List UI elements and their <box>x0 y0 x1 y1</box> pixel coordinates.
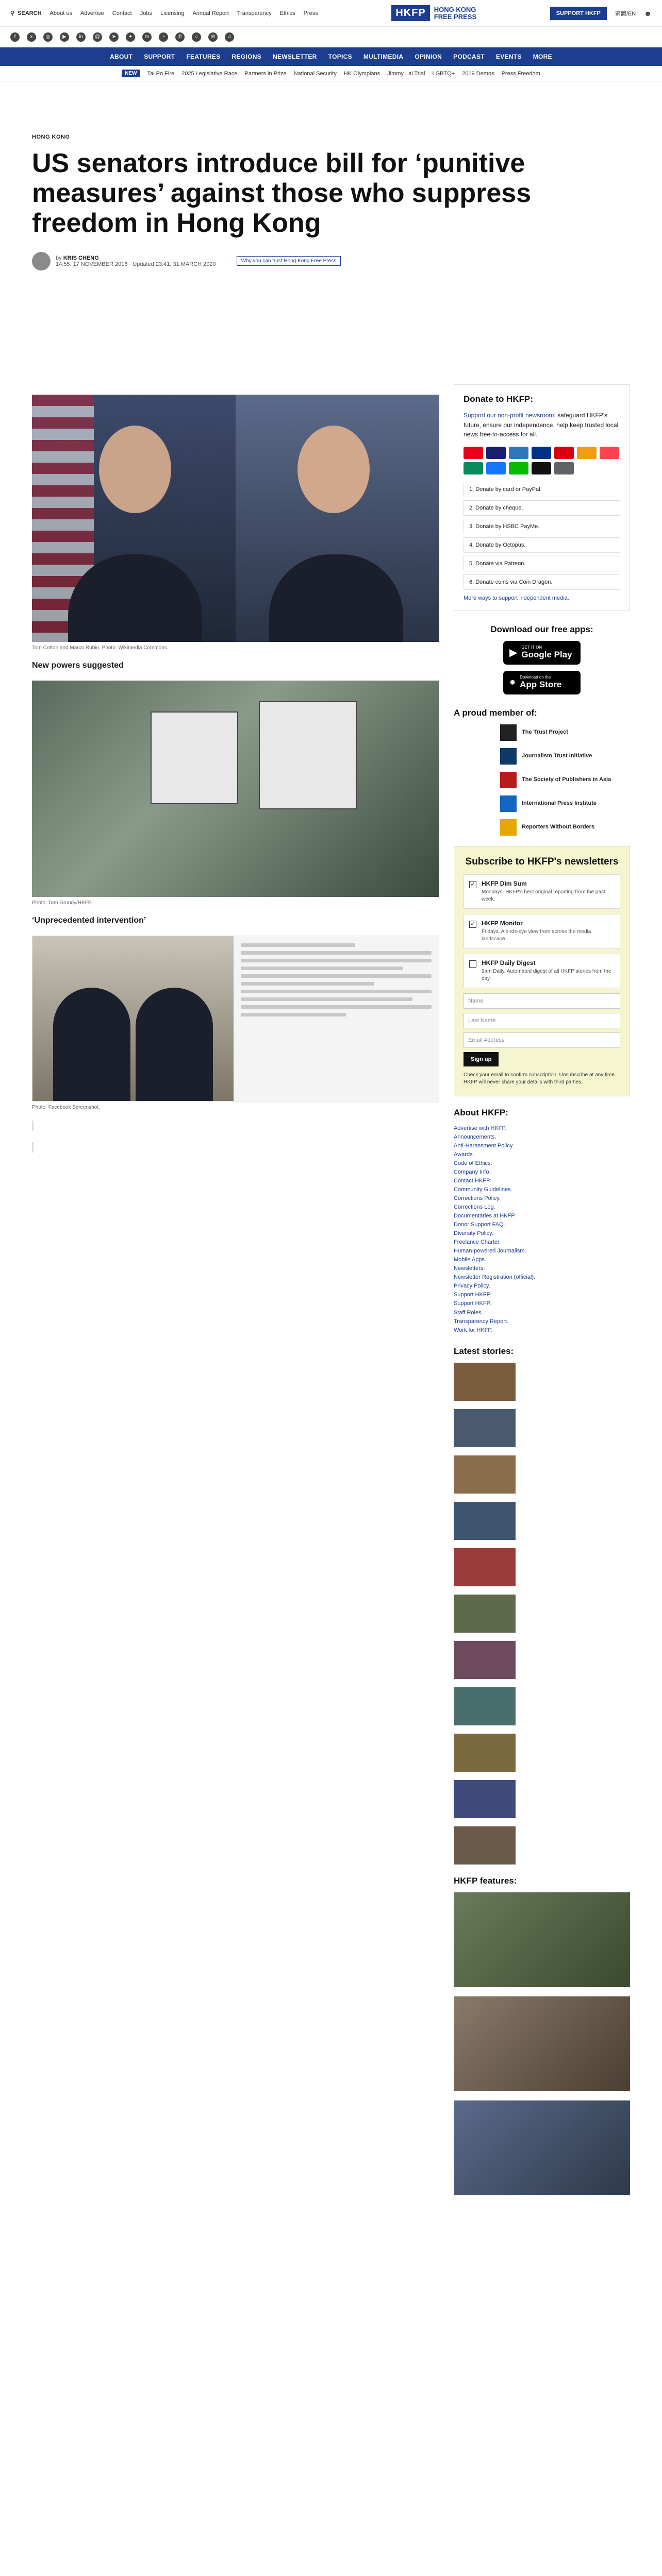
about-link[interactable]: Newsletters. <box>454 1265 485 1272</box>
name-field[interactable]: Name <box>464 993 620 1009</box>
utility-link-contact[interactable]: Contact <box>112 10 132 16</box>
nav-item-newsletter[interactable]: NEWSLETTER <box>272 53 317 60</box>
about-link[interactable]: Support HKFP. <box>454 1300 491 1307</box>
author-name[interactable]: KRIS CHENG <box>63 255 99 261</box>
about-link[interactable]: Company Info. <box>454 1168 491 1175</box>
latest-story[interactable] <box>454 1548 630 1586</box>
jti-icon <box>500 748 517 765</box>
latest-story[interactable] <box>454 1363 630 1401</box>
embedded-tweet <box>32 1121 439 1131</box>
donate-intro-text: safeguard HKFP's future, ensure our independence, help keep trusted local news free-to-access for all. <box>464 412 619 438</box>
utility-link-annual-report[interactable]: Annual Report <box>192 10 229 16</box>
last-name-field[interactable]: Last Name <box>464 1013 620 1028</box>
about-link[interactable]: Code of Ethics. <box>454 1160 492 1166</box>
nav-item-more[interactable]: MORE <box>533 53 552 60</box>
trending-item[interactable]: 2025 Legislative Race <box>181 70 238 77</box>
donate-option[interactable]: 3. Donate by HSBC PayMe. <box>464 519 620 534</box>
features-title: HKFP features: <box>454 1875 517 1886</box>
facebook-post-photo <box>32 936 234 1101</box>
member-logo-rsf[interactable]: Reporters Without Borders <box>500 819 630 836</box>
latest-stories-widget <box>454 1346 630 1865</box>
about-link[interactable]: Transparency Report. <box>454 1318 508 1325</box>
apps-widget <box>454 624 630 694</box>
email-icon[interactable]: ✉ <box>208 32 218 42</box>
about-link[interactable]: Documentaries at HKFP. <box>454 1213 516 1219</box>
sign-up-button[interactable]: Sign up <box>464 1052 499 1066</box>
article-dateline: 14:55, 17 NOVEMBER 2016 · Updated 23:41, 31 MARCH 2020 <box>56 261 216 267</box>
linkedin-icon[interactable]: in <box>76 32 86 42</box>
about-link[interactable]: Staff Roles. <box>454 1309 483 1316</box>
utility-link-licensing[interactable]: Licensing <box>160 10 185 16</box>
nav-item-regions[interactable]: REGIONS <box>231 53 261 60</box>
about-link[interactable]: Community Guidelines. <box>454 1186 512 1193</box>
rss-icon[interactable]: ◔ <box>159 32 168 42</box>
nav-item-topics[interactable]: TOPICS <box>328 53 352 60</box>
protest-photo <box>32 681 439 897</box>
trending-item[interactable]: Partners in Prize <box>244 70 287 77</box>
story-thumbnail <box>454 1687 516 1725</box>
story-thumbnail <box>454 1826 516 1865</box>
article-body <box>32 384 439 1164</box>
by-label: by <box>56 255 62 261</box>
trending-item[interactable]: Press Freedom <box>501 70 540 77</box>
about-link[interactable]: Work for HKFP. <box>454 1327 493 1333</box>
whatsapp-icon[interactable]: ✆ <box>175 32 185 42</box>
feature-image <box>454 2100 630 2195</box>
rsf-icon <box>500 819 517 836</box>
about-link[interactable]: Contact HKFP. <box>454 1177 491 1184</box>
email-field[interactable]: Email Address <box>464 1032 620 1048</box>
trending-item[interactable]: Tai Po Fire <box>147 70 175 77</box>
about-link[interactable]: Human-powered Journalism. <box>454 1248 526 1255</box>
nav-item-events[interactable]: EVENTS <box>495 53 522 60</box>
trust-project-icon <box>500 724 517 741</box>
story-thumbnail <box>454 1363 516 1401</box>
section-subhead: ‘Unprecedented intervention’ <box>32 916 146 925</box>
utility-link-ethics[interactable]: Ethics <box>279 10 295 16</box>
section-subhead: New powers suggested <box>32 661 124 670</box>
feature-story[interactable] <box>454 2100 630 2195</box>
facebook-icon[interactable]: f <box>10 32 20 42</box>
donate-option[interactable]: 4. Donate by Octopus. <box>464 537 620 553</box>
about-link[interactable]: Announcements. <box>454 1133 496 1140</box>
social-links-bar <box>0 27 662 47</box>
utility-link-transparency[interactable]: Transparency <box>237 10 272 16</box>
google-play-icon: ▶ <box>509 647 518 659</box>
donate-intro-link[interactable]: Support our non-profit newsroom: <box>464 412 556 419</box>
apps-title: Download our free apps: <box>490 624 593 634</box>
latest-story[interactable] <box>454 1734 630 1772</box>
trending-topics-bar <box>0 66 662 81</box>
ipi-icon <box>500 795 517 812</box>
about-link[interactable]: Awards. <box>454 1151 474 1158</box>
youtube-icon[interactable]: ▶ <box>60 32 69 42</box>
sidebar <box>454 384 630 2205</box>
sopa-icon <box>500 772 517 788</box>
trending-item[interactable]: HK Olympians <box>343 70 380 77</box>
article-header <box>32 134 630 270</box>
senators-photo <box>32 395 439 642</box>
about-link[interactable]: Newsletter Registration (official). <box>454 1274 536 1281</box>
new-badge: NEW <box>122 70 140 77</box>
alipay-icon <box>486 462 506 474</box>
trending-item[interactable]: 2019 Demos <box>462 70 494 77</box>
logo-mark: HKFP <box>391 5 429 21</box>
facebook-screenshot <box>32 936 439 1101</box>
article-category[interactable]: HONG KONG <box>32 134 70 140</box>
newsletter-option-monitor[interactable]: ✓ HKFP Monitor Fridays. A birds-eye view from across the media landscape. <box>464 914 620 948</box>
donate-option[interactable]: 1. Donate by card or PayPal. <box>464 482 620 497</box>
photo-caption: Tom Cotton and Marco Rubio. Photo: Wikimedia Commons. <box>32 645 169 651</box>
about-link[interactable]: Donor Support FAQ. <box>454 1222 505 1228</box>
app-store-badge[interactable]: ● Download on the App Store <box>503 671 581 694</box>
nav-item-opinion[interactable]: OPINION <box>415 53 442 60</box>
story-thumbnail <box>454 1502 516 1540</box>
latest-story[interactable] <box>454 1780 630 1818</box>
feature-story[interactable] <box>454 1892 630 1987</box>
latest-title: Latest stories: <box>454 1346 514 1356</box>
latest-story[interactable] <box>454 1641 630 1679</box>
feature-image <box>454 1892 630 1987</box>
donate-option[interactable]: 6. Donate coins via Coin Dragon. <box>464 574 620 590</box>
about-link[interactable]: Mobile Apps. <box>454 1257 486 1263</box>
about-link[interactable]: Corrections Log. <box>454 1204 495 1210</box>
signal-icon[interactable]: ○ <box>192 32 201 42</box>
main-navigation <box>0 47 662 66</box>
photo-caption: Photo: Facebook Screenshot. <box>32 1105 100 1110</box>
about-link[interactable]: Diversity Policy. <box>454 1230 493 1237</box>
google-play-badge[interactable]: ▶ GET IT ON Google Play <box>503 641 581 665</box>
about-link[interactable]: Privacy Policy. <box>454 1283 490 1290</box>
story-thumbnail <box>454 1780 516 1818</box>
donate-option[interactable]: 2. Donate by cheque. <box>464 500 620 516</box>
podcast-icon[interactable]: ♫ <box>225 32 234 42</box>
about-link[interactable]: Freelance Charter. <box>454 1239 501 1246</box>
story-thumbnail <box>454 1595 516 1633</box>
feature-story[interactable] <box>454 1996 630 2091</box>
more-ways-link[interactable]: More ways to support independent media. <box>464 595 569 601</box>
search-icon: ⚲ <box>10 10 15 16</box>
utility-link-about[interactable]: About us <box>49 10 72 16</box>
byline <box>32 252 630 270</box>
mastercard-icon <box>464 447 483 459</box>
search-button[interactable]: ⚲ SEARCH <box>10 10 42 16</box>
support-hkfp-button[interactable]: SUPPORT HKFP <box>550 7 607 20</box>
bluesky-icon[interactable]: ✦ <box>126 32 135 42</box>
octopus-icon <box>577 447 597 459</box>
about-link[interactable]: Support HKFP. <box>454 1292 491 1298</box>
newsletter-option-dim-sum[interactable]: ✓ HKFP Dim Sum Mondays. HKFP's best original reporting from the past week. <box>464 874 620 909</box>
newsletter-option-daily-digest[interactable]: HKFP Daily Digest 9am Daily. Automated digest of all HKFP stories from the day. <box>464 954 620 988</box>
apple-icon: ● <box>509 676 516 688</box>
member-logo-jti[interactable]: Journalism Trust Initiative <box>500 748 630 765</box>
newsletter-title: Subscribe to HKFP's newsletters <box>465 856 619 867</box>
about-link[interactable]: Advertise with HKFP. <box>454 1125 507 1131</box>
nav-item-about[interactable]: ABOUT <box>110 53 133 60</box>
trending-item[interactable]: Jimmy Lai Trial <box>387 70 425 77</box>
applepay-icon <box>532 462 551 474</box>
member-logo-ipi[interactable]: International Press Institute <box>500 795 630 812</box>
about-link[interactable]: Corrections Policy. <box>454 1195 501 1201</box>
checkbox-icon[interactable] <box>469 960 476 968</box>
story-thumbnail <box>454 1734 516 1772</box>
top-utility-bar <box>0 0 662 27</box>
latest-story[interactable] <box>454 1687 630 1725</box>
latest-story[interactable] <box>454 1826 630 1865</box>
member-logo-sopa[interactable]: The Society of Publishers in Asia <box>500 772 630 788</box>
latest-story[interactable] <box>454 1502 630 1540</box>
googlepay-icon <box>554 462 574 474</box>
donate-widget <box>454 384 630 611</box>
threads-icon[interactable]: @ <box>93 32 102 42</box>
article-headline: US senators introduce bill for ‘punitive measures’ against those who suppress freedom in Hong Kong <box>32 148 532 239</box>
donate-title: Donate to HKFP: <box>464 394 534 404</box>
paypal-icon <box>532 447 551 459</box>
newsletter-widget <box>454 846 630 1096</box>
amex-icon <box>509 447 528 459</box>
photo-caption: Photo: Tom Grundy/HKFP. <box>32 900 92 906</box>
nav-item-podcast[interactable]: PODCAST <box>453 53 485 60</box>
facebook-post-text <box>234 936 439 1101</box>
payment-methods <box>464 447 620 474</box>
latest-story[interactable] <box>454 1595 630 1633</box>
story-thumbnail <box>454 1455 516 1494</box>
feature-image <box>454 1996 630 2091</box>
latest-story[interactable] <box>454 1409 630 1447</box>
utility-link-jobs[interactable]: Jobs <box>140 10 152 16</box>
checkbox-icon[interactable]: ✓ <box>469 921 476 928</box>
about-link[interactable]: Anti-Harassment Policy. <box>454 1142 514 1149</box>
donate-option[interactable]: 5. Donate via Patreon. <box>464 556 620 571</box>
story-thumbnail <box>454 1641 516 1679</box>
telegram-icon[interactable]: ➤ <box>109 32 119 42</box>
member-logo-trust-project[interactable]: The Trust Project <box>500 724 630 741</box>
logo-wordmark: HONG KONG FREE PRESS <box>434 5 477 21</box>
fps-icon <box>464 462 483 474</box>
nav-item-support[interactable]: SUPPORT <box>144 53 175 60</box>
about-title: About HKFP: <box>454 1107 508 1117</box>
utility-link-advertise[interactable]: Advertise <box>80 10 104 16</box>
utility-link-press[interactable]: Press <box>303 10 318 16</box>
nav-item-features[interactable]: FEATURES <box>186 53 221 60</box>
nav-item-multimedia[interactable]: MULTIMEDIA <box>363 53 404 60</box>
story-thumbnail <box>454 1409 516 1447</box>
language-toggle[interactable]: 繁體/EN <box>615 10 636 17</box>
mastodon-icon[interactable]: m <box>142 32 152 42</box>
story-thumbnail <box>454 1548 516 1586</box>
membership-widget <box>454 708 630 836</box>
features-widget <box>454 1876 630 2195</box>
wechat-pay-icon <box>509 462 528 474</box>
user-icon[interactable]: ☻ <box>644 9 652 18</box>
why-trust-link[interactable]: Why you can trust Hong Kong Free Press <box>237 256 341 266</box>
instagram-icon[interactable]: ◎ <box>43 32 53 42</box>
about-widget <box>454 1108 630 1335</box>
embedded-tweet <box>32 1142 439 1153</box>
newsletter-note: Check your email to confirm subscription. Unsubscribe at any time. HKFP will never share your details with third parties. <box>464 1072 616 1086</box>
site-logo[interactable] <box>391 5 476 21</box>
patreon-icon <box>600 447 619 459</box>
payme-icon <box>554 447 574 459</box>
checkbox-icon[interactable]: ✓ <box>469 881 476 888</box>
member-title: A proud member of: <box>454 707 537 718</box>
visa-icon <box>486 447 506 459</box>
trending-item[interactable]: National Security <box>293 70 337 77</box>
latest-story[interactable] <box>454 1455 630 1494</box>
author-avatar <box>32 252 51 270</box>
x-twitter-icon[interactable]: x <box>27 32 36 42</box>
trending-item[interactable]: LGBTQ+ <box>432 70 455 77</box>
